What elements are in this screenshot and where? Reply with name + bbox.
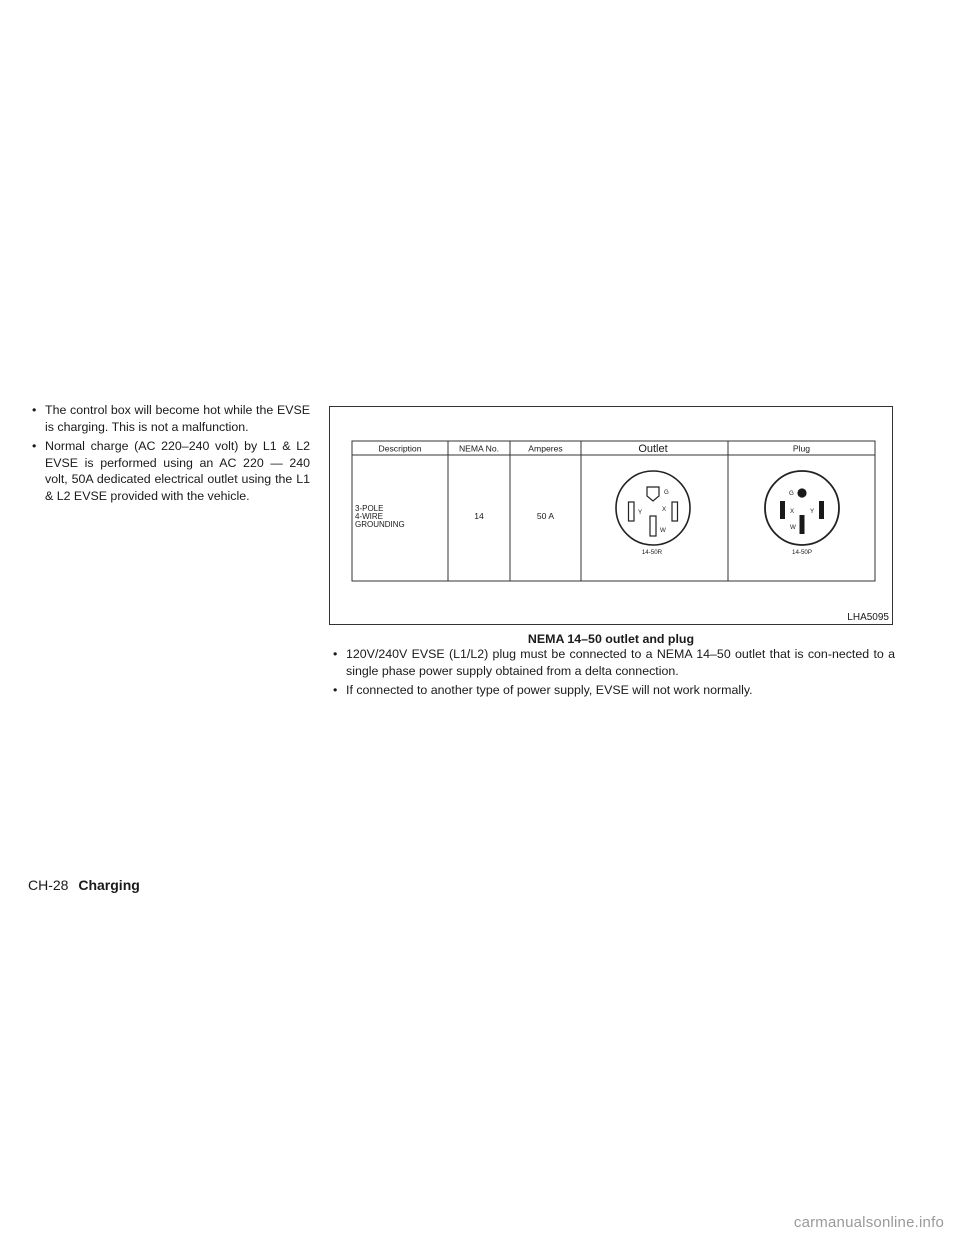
bullet-control-box-hot (28, 402, 310, 435)
header-plug: Plug (792, 443, 811, 454)
outlet-terminal-g: G (664, 489, 669, 496)
bullet-other-supply (329, 682, 895, 699)
bullet-normal-charge (28, 438, 310, 504)
row-description-line-3: GROUNDING (355, 520, 405, 529)
row-description-line-2: 4-WIRE (355, 512, 383, 521)
bullet-dot: • (32, 439, 37, 454)
plug-terminal-g: G (789, 490, 794, 497)
nema-table-diagram (330, 407, 892, 624)
header-outlet: Outlet (638, 443, 668, 455)
outlet-terminal-w: W (660, 527, 666, 534)
bullet-text: The control box will become hot while the EVSE is charging. This is not a malfunction. (45, 403, 310, 434)
bullet-dot: • (333, 683, 338, 698)
plug-terminal-w: W (790, 524, 796, 531)
figure-code: LHA5095 (847, 612, 889, 623)
bullet-text: If connected to another type of power supply, EVSE will not work normally. (346, 683, 753, 698)
nema-figure (329, 406, 893, 625)
table-border (352, 441, 875, 581)
outlet-14-50r-icon (616, 471, 690, 545)
bullet-plug-connection (329, 646, 895, 679)
header-description: Description (378, 443, 422, 454)
bullet-dot: • (333, 647, 338, 661)
section-title: Charging (78, 877, 140, 893)
outlet-terminal-y: Y (638, 509, 643, 516)
header-nema-no: NEMA No. (458, 443, 500, 454)
left-column (28, 402, 310, 508)
row-nema-no: 14 (474, 511, 484, 521)
bullet-text: 120V/240V EVSE (L1/L2) plug must be connected to a NEMA 14–50 outlet that is con-nected to a single phase power supply obtained from a delta connection. (346, 647, 895, 678)
row-description-line-1: 3-POLE (355, 504, 384, 513)
right-column (329, 646, 895, 702)
outlet-label: 14-50R (641, 549, 663, 556)
header-amperes: Amperes (528, 443, 563, 454)
page-footer (28, 876, 140, 894)
outlet-terminal-x: X (662, 506, 667, 513)
watermark: carmanualsonline.info (793, 1214, 944, 1231)
row-amperes: 50 A (536, 511, 555, 521)
plug-14-50p-icon (765, 471, 839, 545)
plug-terminal-x: X (790, 508, 795, 515)
bullet-text: Normal charge (AC 220–240 volt) by L1 & L2 EVSE is performed using an AC 220 — 240 volt, 50A dedicated electrical outlet using the L1 & L2 EVSE provided with the vehicle. (45, 439, 310, 503)
figure-caption: NEMA 14–50 outlet and plug (527, 632, 695, 646)
bullet-dot: • (32, 403, 37, 417)
page-number: CH-28 (28, 877, 69, 893)
plug-label: 14-50P (792, 549, 812, 556)
plug-terminal-y: Y (810, 508, 815, 515)
